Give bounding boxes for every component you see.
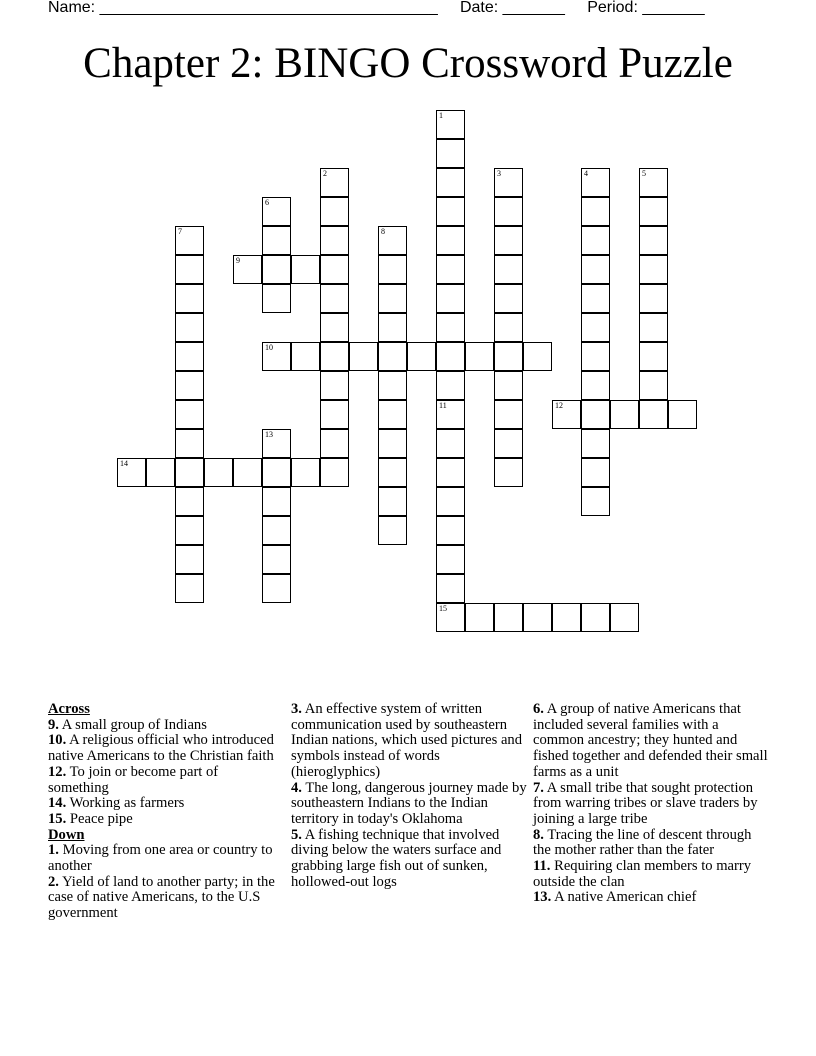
grid-cell[interactable] bbox=[378, 255, 407, 284]
grid-cell[interactable] bbox=[436, 255, 465, 284]
cell-number: 10 bbox=[265, 343, 273, 352]
grid-cell[interactable] bbox=[494, 603, 523, 632]
grid-cell[interactable] bbox=[320, 226, 349, 255]
grid-cell[interactable] bbox=[175, 371, 204, 400]
grid-cell[interactable] bbox=[436, 371, 465, 400]
grid-cell[interactable] bbox=[581, 226, 610, 255]
across-heading: Across bbox=[48, 701, 90, 717]
grid-cell[interactable] bbox=[581, 400, 610, 429]
grid-cell[interactable] bbox=[320, 371, 349, 400]
grid-cell[interactable] bbox=[581, 284, 610, 313]
grid-cell[interactable] bbox=[436, 197, 465, 226]
grid-cell[interactable] bbox=[436, 226, 465, 255]
grid-cell[interactable] bbox=[175, 226, 204, 255]
clue-column-3 bbox=[533, 702, 769, 906]
grid-cell[interactable] bbox=[581, 255, 610, 284]
grid-cell[interactable] bbox=[204, 458, 233, 487]
clue-text: Moving from one area or country to another bbox=[48, 842, 273, 875]
clue-column-2 bbox=[291, 702, 529, 890]
grid-cell[interactable] bbox=[639, 371, 668, 400]
cell-number: 2 bbox=[323, 169, 327, 178]
clue-down-4 bbox=[291, 781, 529, 828]
grid-cell[interactable] bbox=[494, 255, 523, 284]
grid-cell[interactable] bbox=[262, 226, 291, 255]
grid-cell[interactable] bbox=[320, 197, 349, 226]
grid-cell[interactable] bbox=[639, 255, 668, 284]
grid-cell[interactable] bbox=[465, 342, 494, 371]
grid-cell[interactable] bbox=[436, 603, 465, 632]
clue-text: Requiring clan members to marry outside the clan bbox=[533, 858, 752, 890]
down-heading: Down bbox=[48, 826, 85, 843]
grid-cell[interactable] bbox=[320, 429, 349, 458]
clue-number: 14. bbox=[48, 795, 67, 812]
grid-cell[interactable] bbox=[639, 226, 668, 255]
grid-cell[interactable] bbox=[668, 400, 697, 429]
date-blank[interactable]: _______ bbox=[502, 0, 565, 16]
clue-down-1 bbox=[48, 843, 280, 874]
grid-cell[interactable] bbox=[320, 168, 349, 197]
clue-down-13 bbox=[533, 890, 769, 906]
grid-cell[interactable] bbox=[175, 342, 204, 371]
grid-cell[interactable] bbox=[378, 400, 407, 429]
grid-cell[interactable] bbox=[378, 371, 407, 400]
grid-cell[interactable] bbox=[175, 574, 204, 603]
grid-cell[interactable] bbox=[436, 139, 465, 168]
cell-number: 7 bbox=[178, 227, 182, 236]
grid-cell[interactable] bbox=[378, 342, 407, 371]
grid-cell[interactable] bbox=[639, 284, 668, 313]
page-title: Chapter 2: BINGO Crossword Puzzle bbox=[83, 40, 733, 87]
grid-cell[interactable] bbox=[610, 603, 639, 632]
grid-cell[interactable] bbox=[581, 603, 610, 632]
clue-down-8 bbox=[533, 828, 769, 859]
clue-across-10 bbox=[48, 733, 280, 764]
grid-cell[interactable] bbox=[436, 313, 465, 342]
clue-text: A native American chief bbox=[554, 889, 697, 906]
grid-cell[interactable] bbox=[523, 603, 552, 632]
grid-cell[interactable] bbox=[581, 429, 610, 458]
grid-cell[interactable] bbox=[436, 400, 465, 429]
period-label: Period: bbox=[587, 0, 638, 16]
clue-text: A fishing technique that involved diving below the waters surface and grabbing large fish out of sunken, hollowed-out logs bbox=[291, 826, 502, 890]
grid-cell[interactable] bbox=[610, 400, 639, 429]
grid-cell[interactable] bbox=[523, 342, 552, 371]
grid-cell[interactable] bbox=[407, 342, 436, 371]
cell-number: 3 bbox=[497, 169, 501, 178]
grid-cell[interactable] bbox=[494, 226, 523, 255]
clue-text: A small group of Indians bbox=[61, 716, 207, 733]
clue-number: 5. bbox=[291, 826, 302, 843]
grid-cell[interactable] bbox=[552, 400, 581, 429]
grid-cell[interactable] bbox=[175, 487, 204, 516]
clue-column-1 bbox=[48, 702, 280, 922]
clue-number: 10. bbox=[48, 732, 67, 749]
clue-number: 6. bbox=[533, 701, 544, 717]
grid-cell[interactable] bbox=[581, 313, 610, 342]
grid-cell[interactable] bbox=[262, 284, 291, 313]
clue-text: Tracing the line of descent through the mother rather than the fater bbox=[533, 826, 752, 859]
grid-cell[interactable] bbox=[436, 284, 465, 313]
grid-cell[interactable] bbox=[262, 342, 291, 371]
grid-cell[interactable] bbox=[320, 255, 349, 284]
clue-text: A religious official who introduced native Americans to the Christian faith bbox=[48, 732, 274, 765]
grid-cell[interactable] bbox=[320, 400, 349, 429]
clue-across-14 bbox=[48, 796, 280, 812]
grid-cell[interactable] bbox=[291, 342, 320, 371]
clue-down-6 bbox=[533, 702, 769, 781]
grid-cell[interactable] bbox=[378, 313, 407, 342]
grid-cell[interactable] bbox=[581, 168, 610, 197]
clue-down-5 bbox=[291, 828, 529, 891]
clue-down-3 bbox=[291, 702, 529, 781]
grid-cell[interactable] bbox=[436, 429, 465, 458]
clue-number: 12. bbox=[48, 763, 67, 780]
clue-text: An effective system of written communication used by southeastern Indian nations, which used pictures and symbols instead of words (hieroglyphics) bbox=[291, 701, 523, 780]
grid-cell[interactable] bbox=[262, 545, 291, 574]
grid-cell[interactable] bbox=[639, 197, 668, 226]
grid-cell[interactable] bbox=[436, 516, 465, 545]
cell-number: 14 bbox=[120, 459, 128, 468]
grid-cell[interactable] bbox=[262, 255, 291, 284]
clue-number: 15. bbox=[48, 810, 67, 827]
clue-number: 13. bbox=[533, 889, 552, 906]
grid-cell[interactable] bbox=[175, 458, 204, 487]
grid-cell[interactable] bbox=[552, 603, 581, 632]
grid-cell[interactable] bbox=[436, 487, 465, 516]
grid-cell[interactable] bbox=[581, 458, 610, 487]
clue-text: Yield of land to another party; in the case of native Americans, to the U.S government bbox=[48, 873, 275, 922]
clue-number: 2. bbox=[48, 873, 59, 890]
grid-cell[interactable] bbox=[494, 284, 523, 313]
clue-down-11 bbox=[533, 859, 769, 890]
grid-cell[interactable] bbox=[581, 197, 610, 226]
cell-number: 1 bbox=[439, 111, 443, 120]
grid-cell[interactable] bbox=[639, 313, 668, 342]
grid-cell[interactable] bbox=[494, 342, 523, 371]
clue-across-12 bbox=[48, 765, 280, 796]
grid-cell[interactable] bbox=[378, 284, 407, 313]
cell-number: 9 bbox=[236, 256, 240, 265]
grid-cell[interactable] bbox=[436, 458, 465, 487]
grid-cell[interactable] bbox=[233, 458, 262, 487]
grid-cell[interactable] bbox=[639, 342, 668, 371]
cell-number: 12 bbox=[555, 401, 563, 410]
cell-number: 13 bbox=[265, 430, 273, 439]
clue-text: The long, dangerous journey made by southeastern Indians to the Indian territory in today's Oklahoma bbox=[291, 779, 527, 827]
grid-cell[interactable] bbox=[494, 371, 523, 400]
grid-cell[interactable] bbox=[262, 574, 291, 603]
grid-cell[interactable] bbox=[349, 342, 378, 371]
cell-number: 5 bbox=[642, 169, 646, 178]
clue-across-9 bbox=[48, 718, 280, 734]
name-label: Name: bbox=[48, 0, 96, 16]
clue-across-15 bbox=[48, 812, 280, 828]
grid-cell[interactable] bbox=[117, 458, 146, 487]
grid-cell[interactable] bbox=[175, 400, 204, 429]
grid-cell[interactable] bbox=[262, 458, 291, 487]
grid-cell[interactable] bbox=[175, 284, 204, 313]
grid-cell[interactable] bbox=[320, 458, 349, 487]
clue-number: 8. bbox=[533, 826, 544, 843]
grid-cell[interactable] bbox=[320, 342, 349, 371]
grid-cell[interactable] bbox=[581, 342, 610, 371]
grid-cell[interactable] bbox=[465, 603, 494, 632]
period-blank[interactable]: _______ bbox=[642, 0, 705, 16]
grid-cell[interactable] bbox=[581, 487, 610, 516]
grid-cell[interactable] bbox=[639, 400, 668, 429]
clue-number: 4. bbox=[291, 779, 302, 796]
grid-cell[interactable] bbox=[494, 313, 523, 342]
grid-cell[interactable] bbox=[436, 545, 465, 574]
grid-cell[interactable] bbox=[262, 516, 291, 545]
grid-cell[interactable] bbox=[378, 516, 407, 545]
clue-down-2 bbox=[48, 875, 280, 922]
grid-cell[interactable] bbox=[378, 487, 407, 516]
grid-cell[interactable] bbox=[378, 429, 407, 458]
grid-cell[interactable] bbox=[494, 400, 523, 429]
grid-cell[interactable] bbox=[639, 168, 668, 197]
grid-cell[interactable] bbox=[175, 545, 204, 574]
grid-cell[interactable] bbox=[320, 284, 349, 313]
grid-cell[interactable] bbox=[175, 516, 204, 545]
grid-cell[interactable] bbox=[494, 429, 523, 458]
clue-text: Working as farmers bbox=[69, 795, 185, 812]
grid-cell[interactable] bbox=[233, 255, 262, 284]
grid-cell[interactable] bbox=[175, 255, 204, 284]
grid-cell[interactable] bbox=[262, 487, 291, 516]
grid-cell[interactable] bbox=[494, 458, 523, 487]
clue-text: To join or become part of something bbox=[48, 763, 219, 796]
grid-cell[interactable] bbox=[436, 168, 465, 197]
grid-cell[interactable] bbox=[175, 313, 204, 342]
clue-number: 3. bbox=[291, 701, 302, 717]
clue-text: A group of native Americans that included several families with a common ancestry; they hunted and fished together and defended their small farms as a unit bbox=[533, 701, 768, 780]
cell-number: 11 bbox=[439, 401, 447, 410]
grid-cell[interactable] bbox=[291, 255, 320, 284]
clue-number: 1. bbox=[48, 842, 59, 859]
cell-number: 15 bbox=[439, 604, 447, 613]
grid-cell[interactable] bbox=[262, 429, 291, 458]
grid-cell[interactable] bbox=[291, 458, 320, 487]
cell-number: 4 bbox=[584, 169, 588, 178]
clue-down-7 bbox=[533, 781, 769, 828]
cell-number: 6 bbox=[265, 198, 269, 207]
grid-cell[interactable] bbox=[494, 197, 523, 226]
grid-cell[interactable] bbox=[320, 313, 349, 342]
grid-cell[interactable] bbox=[436, 574, 465, 603]
grid-cell[interactable] bbox=[581, 371, 610, 400]
grid-cell[interactable] bbox=[378, 458, 407, 487]
date-label: Date: bbox=[459, 0, 499, 16]
clue-number: 9. bbox=[48, 716, 59, 733]
clue-text: Peace pipe bbox=[69, 810, 133, 827]
cell-number: 8 bbox=[381, 227, 385, 236]
grid-cell[interactable] bbox=[436, 342, 465, 371]
grid-cell[interactable] bbox=[262, 197, 291, 226]
grid-cell[interactable] bbox=[494, 168, 523, 197]
clue-text: A small tribe that sought protection from warring tribes or slave traders by joining a large tribe bbox=[533, 779, 758, 827]
grid-cell[interactable] bbox=[175, 429, 204, 458]
clue-number: 11. bbox=[533, 858, 551, 875]
clue-number: 7. bbox=[533, 779, 544, 796]
grid-cell[interactable] bbox=[378, 226, 407, 255]
grid-cell[interactable] bbox=[146, 458, 175, 487]
name-blank[interactable]: ______________________________________ bbox=[99, 0, 438, 16]
grid-cell[interactable] bbox=[436, 110, 465, 139]
